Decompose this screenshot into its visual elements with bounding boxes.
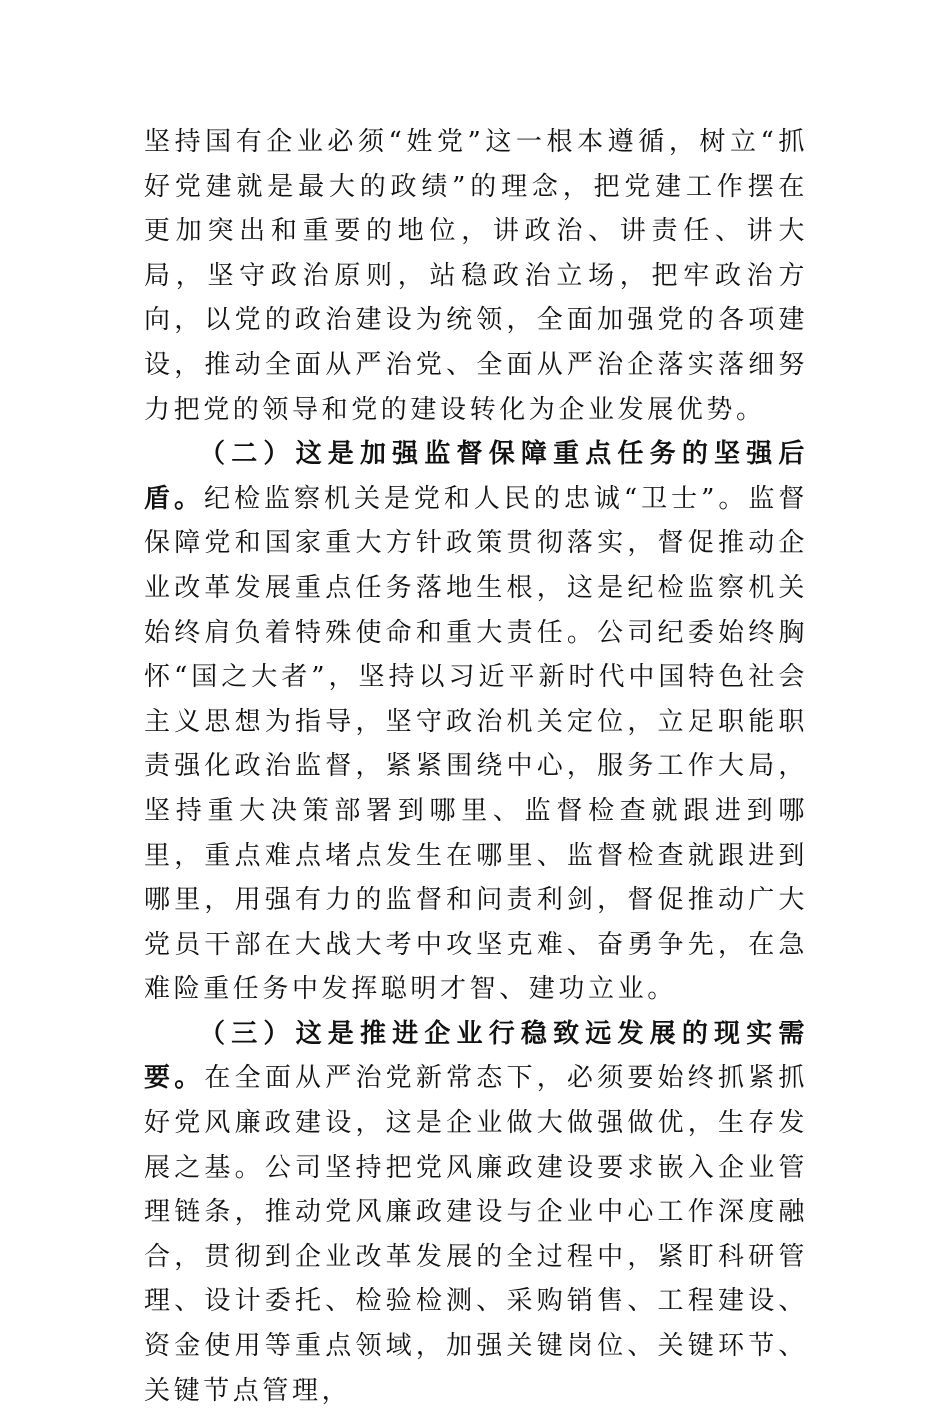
paragraph-1 — [144, 120, 808, 432]
paragraph-2-text: 纪检监察机关是党和人民的忠诚“卫士”。监督保障党和国家重大方针政策贯彻落实，督促推动企业改革发展重点任务落地生根，这是纪检监察机关始终肩负着特殊使命和重大责任。公司纪委始终胸怀“国之大者”，坚持以习近平新时代中国特色社会主义思想为指导，坚守政治机关定位，立足职能职责强化政治监督，紧紧围绕中心，服务工作大局，坚持重大决策部署到哪里、监督检查就跟进到哪里，重点难点堵点发生在哪里、监督检查就跟进到哪里，用强有力的监督和问责利剑，督促推动广大党员干部在大战大考中攻坚克难、奋勇争先，在急难险重任务中发挥聪明才智、建功立业。 — [144, 483, 808, 1005]
document-body — [144, 120, 808, 1413]
paragraph-3-heading: （三）这是推进企业行稳致远发展的现实需要。 — [144, 1018, 808, 1094]
paragraph-2-heading: （二）这是加强监督保障重点任务的坚强后盾。 — [144, 439, 808, 514]
paragraph-3-text: 在全面从严治党新常态下，必须要始终抓紧抓好党风廉政建设，这是企业做大做强做优，生存发展之基。公司坚持把党风廉政建设要求嵌入企业管理链条，推动党风廉政建设与企业中心工作深度融合，贯彻到企业改革发展的全过程中，紧盯科研管理、设计委托、检验检测、采购销售、工程建设、资金使用等重点领域，加强关键岗位、关键环节、关键节点管理， — [144, 1063, 808, 1406]
paragraph-1-text: 坚持国有企业必须“姓党”这一根本遵循，树立“抓好党建就是最大的政绩”的理念，把党建工作摆在更加突出和重要的地位，讲政治、讲责任、讲大局，坚守政治原则，站稳政治立场，把牢政治方向，以党的政治建设为统领，全面加强党的各项建设，推动全面从严治党、全面从严治企落实落细努力把党的领导和党的建设转化为企业发展优势。 — [144, 127, 808, 425]
paragraph-3 — [144, 1012, 808, 1413]
paragraph-2 — [144, 432, 808, 1012]
